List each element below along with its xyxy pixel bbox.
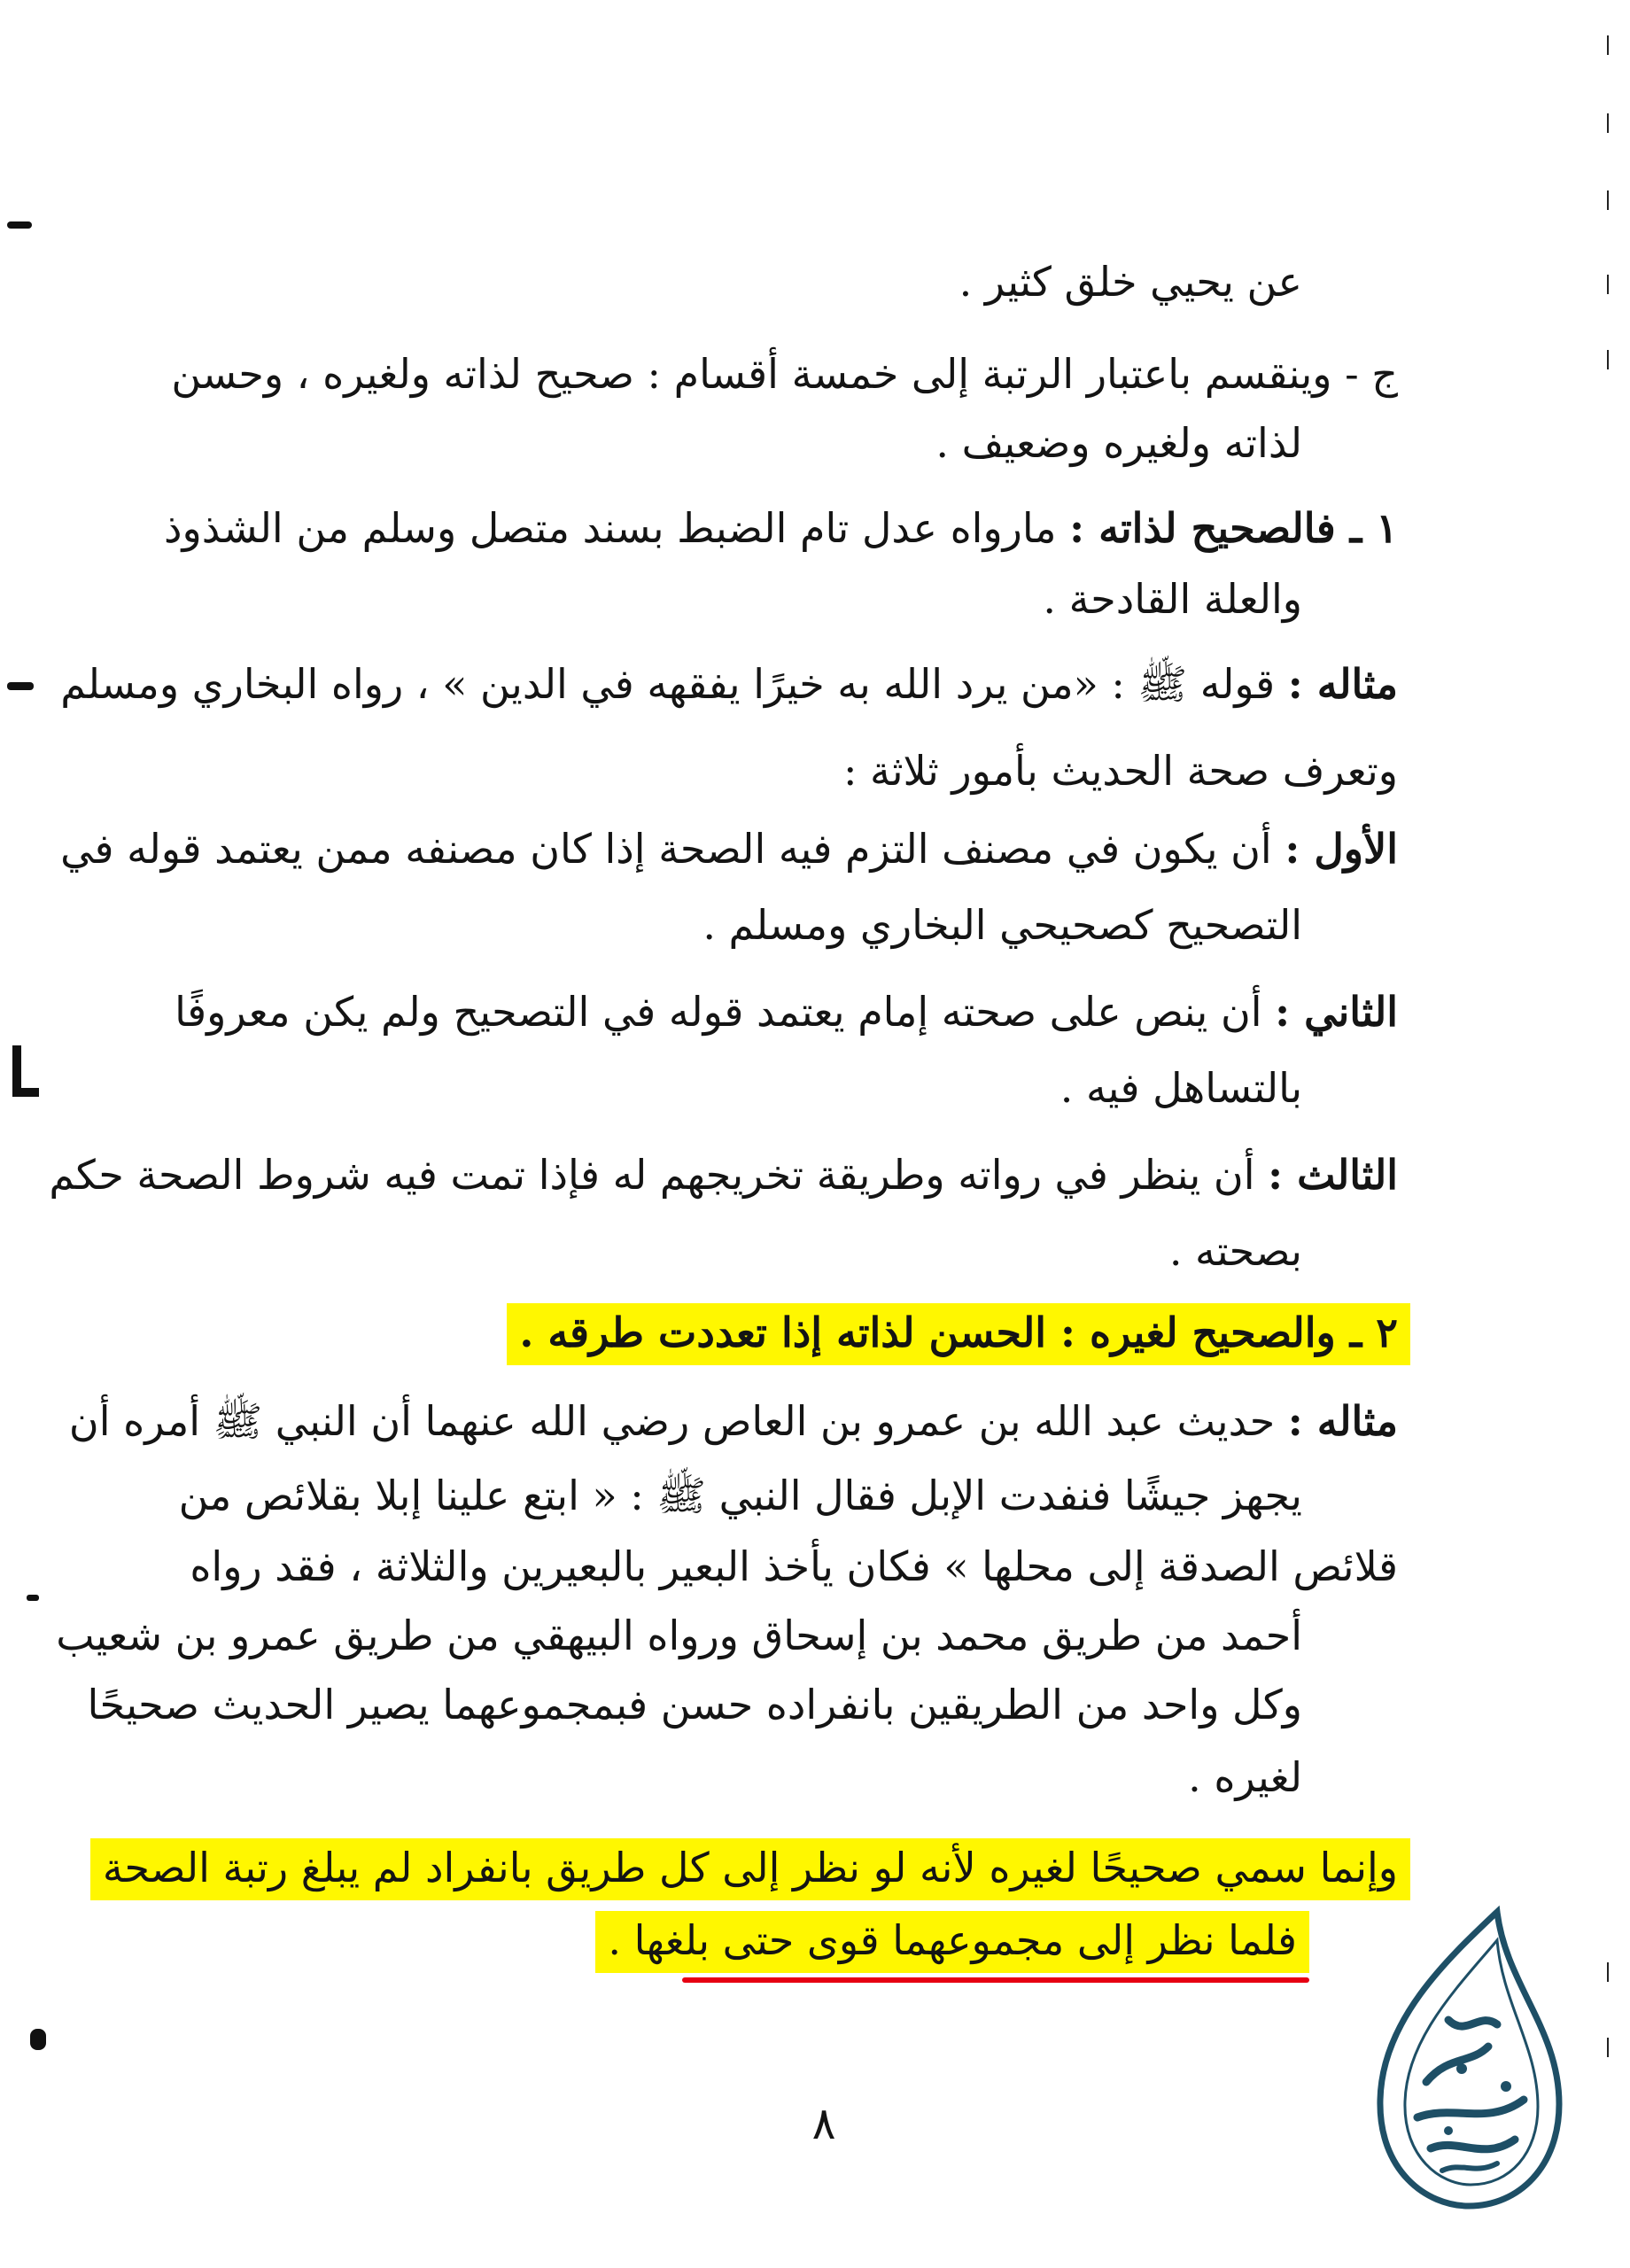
highlighted-conclusion: وإنما سمي صحيحًا لغيره لأنه لو نظر إلى كل طريق بانفراد لم يبلغ رتبة الصحة — [90, 1834, 1410, 1901]
text-line: ج - وينقسم باعتبار الرتبة إلى خمسة أقسام : صحيح لذاته ولغيره ، وحسن — [171, 350, 1398, 398]
text-line: وكل واحد من الطريقين بانفراده حسن فبمجموعهما يصير الحديث صحيحًا — [87, 1681, 1302, 1728]
text-line: وتعرف صحة الحديث بأمور ثلاثة : — [842, 747, 1398, 795]
scan-dash — [1607, 35, 1609, 55]
example-label: مثاله : — [1287, 1397, 1398, 1445]
third-label: الثالث : — [1268, 1151, 1398, 1199]
text-line: لغيره . — [1188, 1753, 1302, 1801]
text-line: عن يحيي خلق كثير . — [959, 258, 1302, 306]
scan-dash — [1607, 190, 1609, 210]
text-line: الثالث : أن ينظر في رواته وطريقة تخريجهم له فإذا تمت فيه شروط الصحة حكم — [49, 1151, 1398, 1199]
text-line: التصحيح كصحيحي البخاري ومسلم . — [702, 901, 1302, 949]
red-underline — [682, 1977, 1309, 1983]
text-line: يجهز جيشًا فنفدت الإبل فقال النبي ﷺ : « ابتع علينا إبلا بقلائص من — [178, 1472, 1302, 1519]
text-line: بصحته . — [1168, 1227, 1302, 1275]
text-line: ١ ـ فالصحيح لذاته : مارواه عدل تام الضبط بسند متصل وسلم من الشذوذ — [164, 504, 1398, 552]
scan-dash — [1607, 113, 1609, 133]
calligraphy-logo — [1364, 1905, 1568, 2215]
text-line: قلائص الصدقة إلى محلها » فكان يأخذ البعير بالبعيرين والثلاثة ، فقد رواه — [190, 1542, 1398, 1590]
scan-dash — [1607, 2038, 1609, 2057]
scan-dash — [1607, 1962, 1609, 1982]
scan-mark — [27, 1595, 39, 1601]
highlighted-conclusion: فلما نظر إلى مجموعهما قوى حتى بلغها . — [595, 1907, 1309, 1974]
text-line: بالتساهل فيه . — [1060, 1064, 1302, 1112]
text-line: لذاته ولغيره وضعيف . — [935, 419, 1302, 467]
text-line: الأول : أن يكون في مصنف التزم فيه الصحة إذا كان مصنفه ممن يعتمد قوله في — [60, 825, 1398, 873]
first-label: الأول : — [1285, 825, 1398, 873]
scan-mark — [30, 2029, 46, 2050]
text-line: والعلة القادحة . — [1043, 575, 1302, 623]
text-line: مثاله : حديث عبد الله بن عمرو بن العاص رضي الله عنهما أن النبي ﷺ أمره أن — [68, 1397, 1398, 1445]
text-line: الثاني : أن ينص على صحته إمام يعتمد قوله في التصحيح ولم يكن معروفًا — [175, 988, 1398, 1036]
page-number: ٨ — [811, 2098, 836, 2149]
scan-dash — [1607, 350, 1609, 369]
scan-mark — [12, 1088, 39, 1097]
scan-mark — [7, 682, 34, 690]
text-line: مثاله : قوله ﷺ : «من يرد الله به خيرًا يفقهه في الدين » ، رواه البخاري ومسلم — [60, 660, 1398, 708]
highlighted-heading: ٢ ـ والصحيح لغيره : الحسن لذاته إذا تعددت طرقه . — [507, 1299, 1410, 1366]
text-line: أحمد من طريق محمد بن إسحاق ورواه البيهقي من طريق عمرو بن شعيب — [56, 1612, 1302, 1659]
definition-label: ١ ـ فالصحيح لذاته : — [1069, 504, 1398, 552]
scan-mark — [7, 221, 32, 229]
example-label: مثاله : — [1287, 660, 1398, 708]
scan-dash — [1607, 275, 1609, 294]
second-label: الثاني : — [1275, 988, 1398, 1036]
